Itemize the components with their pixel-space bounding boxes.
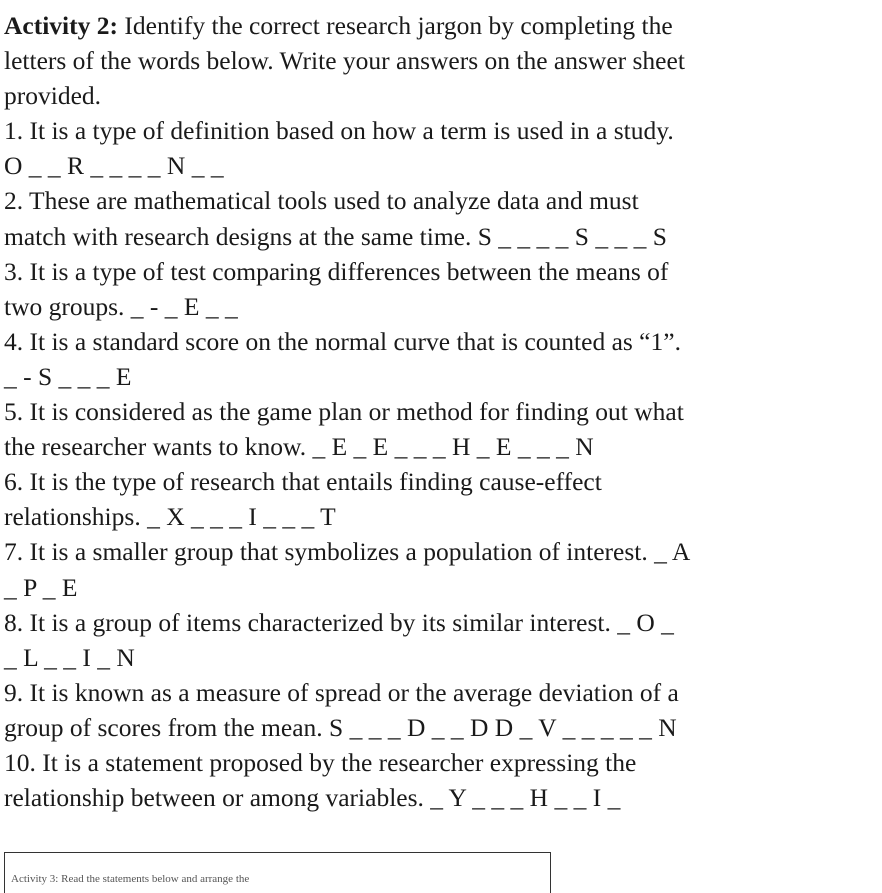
item-6-question-cont: relationships. _ X _ _ _ I _ _ _ T [4,502,336,532]
activity-2-worksheet [4,8,878,815]
item-1-question: 1. It is a type of definition based on how a term is used in a study. [4,116,674,146]
item-8-question: 8. It is a group of items characterized by its similar interest. _ O _ [4,607,674,637]
item-1-answer: O _ _ R _ _ _ _ N _ _ [4,151,224,181]
item-2-question: 2. These are mathematical tools used to analyze data and must [4,186,639,216]
heading-line-3: provided. [4,81,102,111]
item-9-question: 9. It is known as a measure of spread or the average deviation of a [4,677,679,707]
item-5-question: 5. It is considered as the game plan or method for finding out what [4,397,684,427]
item-10-question: 10. It is a statement proposed by the researcher expressing the [4,747,637,777]
item-4-answer: _ - S _ _ _ E [4,361,132,391]
item-8-answer: _ L _ _ I _ N [4,642,135,672]
item-3-question-cont: two groups. _ - _ E _ _ [4,291,238,321]
item-6-question: 6. It is the type of research that entails finding cause-effect [4,467,602,497]
next-activity-text: Activity 3: Read the statements below and arrange the [11,873,250,885]
item-3-question: 3. It is a type of test comparing differences between the means of [4,256,669,286]
heading-line-1 [4,8,878,43]
item-5-question-cont: the researcher wants to know. _ E _ E _ _ _ H _ E _ _ _ N [4,432,594,462]
item-2-question-cont: match with research designs at the same time. S _ _ _ _ S _ _ _ S [4,221,667,251]
item-10-question-cont: relationship between or among variables. _ Y _ _ _ H _ _ I _ [4,783,621,813]
item-9-question-cont: group of scores from the mean. S _ _ _ D _ _ D D _ V _ _ _ _ _ N [4,712,677,742]
item-7-question: 7. It is a smaller group that symbolizes a population of interest. _ A [4,537,691,567]
activity-label: Activity 2: [4,11,119,40]
item-4-question: 4. It is a standard score on the normal curve that is counted as “1”. [4,326,681,356]
heading-text: Identify the correct research jargon by completing the [118,11,673,40]
next-activity-box [4,852,551,893]
item-7-answer: _ P _ E [4,572,78,602]
heading-line-2: letters of the words below. Write your answers on the answer sheet [4,46,685,76]
